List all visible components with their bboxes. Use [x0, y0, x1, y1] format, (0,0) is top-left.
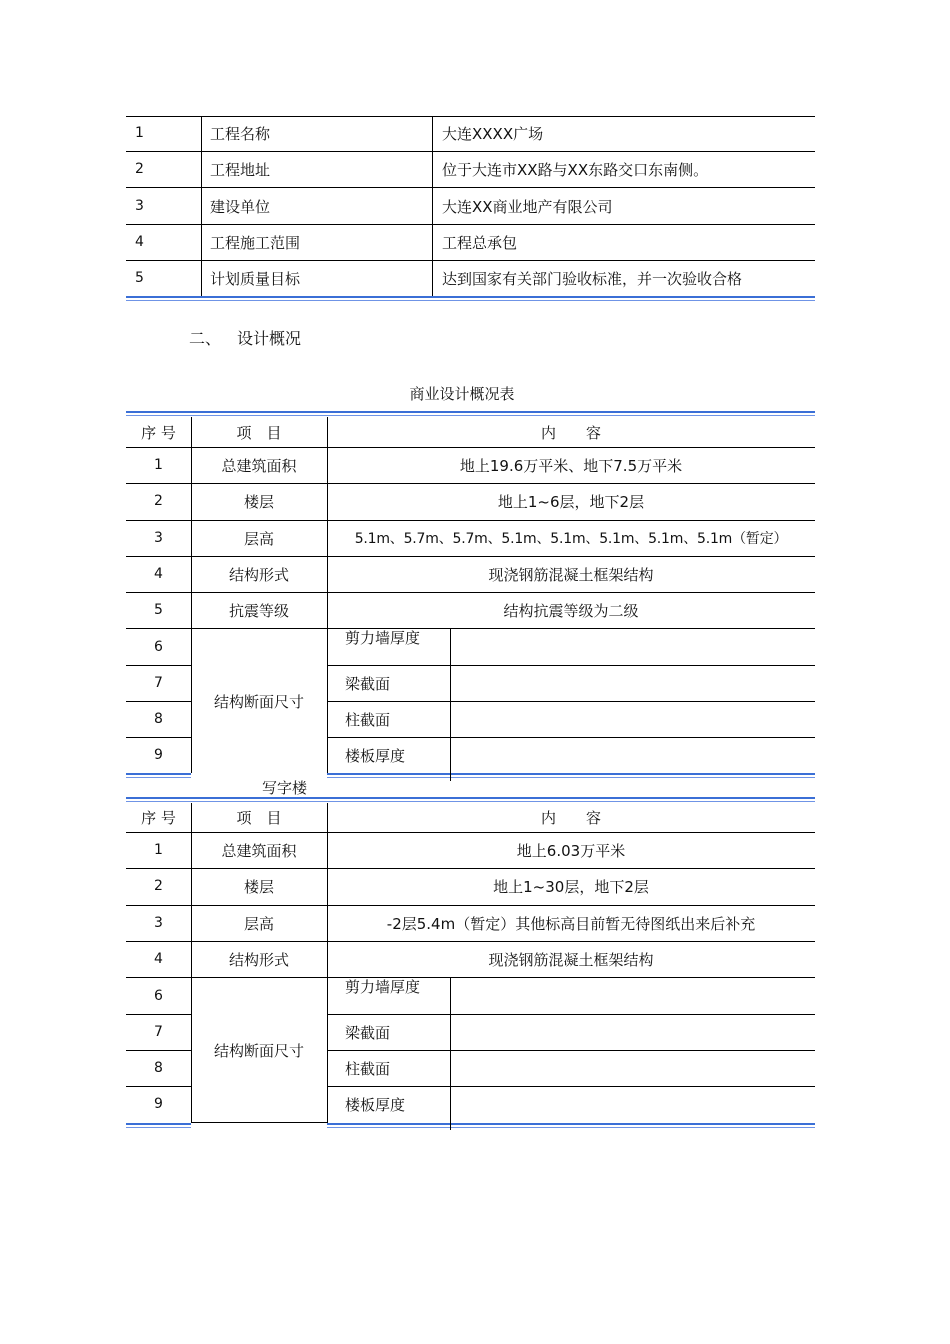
office-row-4-content: 现浇钢筋混凝土框架结构: [488, 951, 654, 969]
section-title: 设计概况: [237, 329, 302, 348]
project-row-2-no: 2: [135, 161, 144, 177]
commercial-row-3-item: 层高: [243, 530, 274, 548]
project-row-3-no: 3: [135, 198, 144, 214]
office-section-row-6-sub: 剪力墙厚度: [345, 978, 421, 996]
commercial-row-1-content: 地上19.6万平米、地下7.5万平米: [459, 457, 683, 475]
office-section-row-9-sub: 楼板厚度: [345, 1096, 406, 1114]
office-row-2-no: 2: [154, 878, 163, 894]
commercial-row-2-no: 2: [154, 493, 163, 509]
commercial-header-no: 序 号: [141, 424, 176, 442]
commercial-table-caption: 商业设计概况表: [409, 385, 515, 403]
project-row-1-content: 大连XXXX广场: [442, 125, 544, 143]
office-header-content: 内 容: [540, 809, 601, 827]
office-row-1-content: 地上6.03万平米: [516, 842, 626, 860]
project-row-1-no: 1: [135, 125, 144, 141]
commercial-row-3-no: 3: [154, 530, 163, 546]
office-row-1-no: 1: [154, 842, 163, 858]
office-header-item: 项 目: [236, 809, 282, 827]
office-section-row-8-sub: 柱截面: [345, 1060, 391, 1078]
commercial-row-4-item: 结构形式: [228, 566, 289, 584]
commercial-section-row-9-sub: 楼板厚度: [345, 747, 406, 765]
office-row-4-item: 结构形式: [228, 951, 289, 969]
commercial-section-row-9-no: 9: [154, 747, 163, 763]
commercial-row-4-no: 4: [154, 566, 163, 582]
office-row-3-no: 3: [154, 915, 163, 931]
project-row-2-content: 位于大连市XX路与XX东路交口东南侧。: [442, 161, 709, 179]
office-section-row-9-no: 9: [154, 1096, 163, 1112]
commercial-row-2-content: 地上1~6层，地下2层: [497, 493, 645, 511]
office-section-row-7-no: 7: [154, 1024, 163, 1040]
office-section-row-8-no: 8: [154, 1060, 163, 1076]
project-row-3-content: 大连XX商业地产有限公司: [442, 198, 613, 216]
commercial-row-4-content: 现浇钢筋混凝土框架结构: [488, 566, 654, 584]
project-row-4-content: 工程总承包: [442, 234, 518, 252]
commercial-header-item: 项 目: [236, 424, 282, 442]
commercial-row-5-content: 结构抗震等级为二级: [503, 602, 639, 620]
office-section-row-7-sub: 梁截面: [345, 1024, 391, 1042]
project-row-5-item: 计划质量目标: [210, 270, 301, 288]
office-row-2-content: 地上1~30层，地下2层: [493, 878, 649, 896]
commercial-section-row-6-no: 6: [154, 639, 163, 655]
office-row-2-item: 楼层: [243, 878, 274, 896]
project-row-3-item: 建设单位: [210, 198, 271, 216]
commercial-row-1-no: 1: [154, 457, 163, 473]
project-row-2-item: 工程地址: [210, 161, 271, 179]
office-row-3-content: -2层5.4m（暂定）其他标高目前暂无待图纸出来后补充: [386, 915, 756, 933]
commercial-row-2-item: 楼层: [243, 493, 274, 511]
project-row-1-item: 工程名称: [210, 125, 271, 143]
office-table-caption: 写字楼: [262, 779, 308, 797]
office-row-3-item: 层高: [243, 915, 274, 933]
office-section-item: 结构断面尺寸: [213, 1042, 304, 1060]
commercial-row-1-item: 总建筑面积: [221, 457, 297, 475]
commercial-section-row-6-sub: 剪力墙厚度: [345, 629, 421, 647]
office-section-row-6-no: 6: [154, 988, 163, 1004]
commercial-section-row-7-sub: 梁截面: [345, 675, 391, 693]
commercial-section-row-7-no: 7: [154, 675, 163, 691]
project-row-5-content: 达到国家有关部门验收标准，并一次验收合格: [442, 270, 743, 288]
commercial-header-content: 内 容: [540, 424, 601, 442]
commercial-row-5-item: 抗震等级: [228, 602, 289, 620]
project-row-4-no: 4: [135, 234, 144, 250]
office-row-1-item: 总建筑面积: [221, 842, 297, 860]
commercial-section-item: 结构断面尺寸: [213, 693, 304, 711]
project-row-5-no: 5: [135, 270, 144, 286]
commercial-row-5-no: 5: [154, 602, 163, 618]
commercial-section-row-8-no: 8: [154, 711, 163, 727]
office-header-no: 序 号: [141, 809, 176, 827]
commercial-section-row-8-sub: 柱截面: [345, 711, 391, 729]
commercial-row-3-content: 5.1m、5.7m、5.7m、5.1m、5.1m、5.1m、5.1m、5.1m（暂定）: [354, 531, 788, 547]
office-row-4-no: 4: [154, 951, 163, 967]
section-number: 二、: [189, 329, 222, 348]
project-row-4-item: 工程施工范围: [210, 234, 301, 252]
